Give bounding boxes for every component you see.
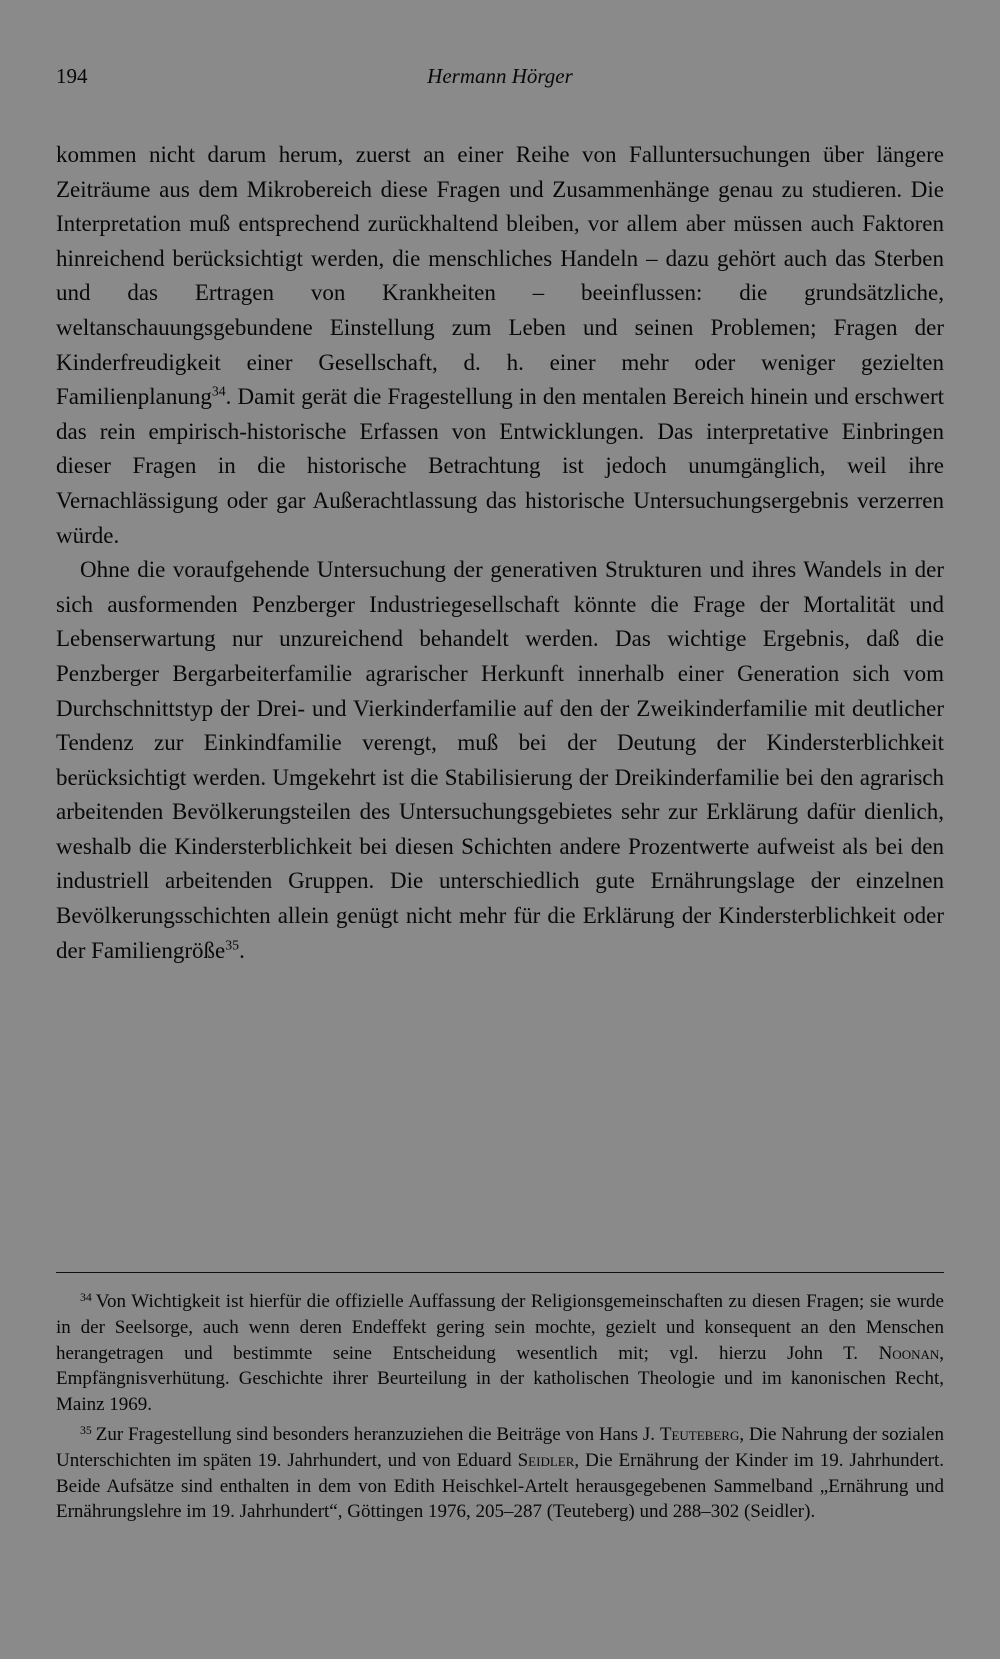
footnote-ref-34: 34 [211,383,226,399]
footnote-34 [56,1289,944,1418]
footnote-35-text-c: , Die Ernährung der Kinder im 19. Jahrhundert. Beide Aufsätze sind enthalten in dem von Edith Heischkel-Artelt herausgegebenen Sammelband „Ernährung und Ernährungslehre im 19. Jahrhundert“, Göttingen 1976, 205–287 (Teuteberg) und 288–302 (Seidler). [56,1449,944,1523]
footnote-35-text-b: , Die Nahrung der sozialen Unterschichten im späten 19. Jahrhundert, und von Eduard [56,1423,944,1471]
footnote-marker-34: 34 [80,1290,92,1304]
footnotes [56,1289,944,1525]
footnote-34-text-a: Von Wichtigkeit ist hierfür die offizielle Auffassung der Religionsgemeinschaften zu diesen Fragen; sie wurde in der Seelsorge, auch wenn deren Endeffekt gering sein mochte, gezielt und konsequent an den Menschen herangetragen und bestimmte seine Entscheidung wesentlich mit; vgl. hierzu John T. [56,1291,944,1364]
paragraph-2-text-a: Ohne die voraufgehende Untersuchung der generativen Strukturen und ihres Wandels in der sich ausformenden Penzberger Industriegesellschaft könnte die Frage der Mortalität und Lebenserwartung nur unzureichend behandelt werden. Das wichtige Ergebnis, daß die Penzberger Bergarbeiterfamilie agrarischer Herkunft innerhalb einer Generation sich vom Durchschnittstyp der Drei- und Vierkinderfamilie auf den der Zweikinderfamilie mit deutlicher Tendenz zur Einkindfamilie verengt, muß bei der Deutung der Kindersterblichkeit berücksichtigt werden. Umgekehrt ist die Stabilisierung der Dreikinderfamilie bei den agrarisch arbeitenden Bevölkerungsteilen des Untersuchungsgebietes sehr zur Erklärung dafür dienlich, weshalb die Kindersterblichkeit bei diesen Schichten andere Prozentwerte aufweist als bei den industriell arbeitenden Gruppen. Die unterschiedlich gute Ernährungslage der einzelnen Bevölkerungsschichten allein genügt nicht mehr für die Erklärung der Kindersterblichkeit oder der Familiengröße [56,557,944,963]
body-text [56,138,944,968]
footnote-ref-35: 35 [225,937,240,953]
footnote-35-author-2: Seidler [517,1449,575,1471]
paragraph-2-text-b: . [239,937,245,963]
paragraph-1 [56,138,944,553]
paragraph-1-text-b: . Damit gerät die Fragestellung in den mentalen Bereich hinein und erschwert das rein empirisch-historische Erfassen von Entwicklungen. Das interpretative Einbringen dieser Fragen in die historische Betrachtung ist jedoch unumgänglich, weil ihre Vernachlässigung oder gar Außerachtlassung das historische Untersuchungsergebnis verzerren würde. [56,384,944,548]
footnote-34-text-b: , Empfängnisverhütung. Geschichte ihrer Beurteilung in der katholischen Theologie und im kanonischen Recht, Mainz 1969. [56,1342,944,1416]
footnote-35 [56,1422,944,1525]
footnote-35-author-1: Teuteberg [659,1423,740,1445]
footnote-marker-35: 35 [80,1423,92,1437]
running-title: Hermann Hörger [427,64,573,88]
page-number: 194 [56,64,88,88]
paragraph-1-text-a: kommen nicht darum herum, zuerst an einer Reihe von Falluntersuchungen über längere Zeiträume aus dem Mikrobereich diese Fragen und Zusammenhänge genau zu studieren. Die Interpretation muß entsprechend zurückhaltend bleiben, vor allem aber müssen auch Faktoren hinreichend berücksichtigt werden, die menschliches Handeln – dazu gehört auch das Sterben und das Ertragen von Krankheiten – beeinflussen: die grundsätzliche, weltanschauungsgebundene Einstellung zum Leben und seinen Problemen; Fragen der Kinderfreudigkeit einer Gesellschaft, d. h. einer mehr oder weniger gezielten Familienplanung [56,142,944,410]
footnote-divider [56,1272,944,1273]
page [56,64,944,968]
footnote-34-author: Noonan [878,1342,940,1364]
paragraph-2 [56,553,944,968]
footnote-35-text-a: Zur Fragestellung sind besonders heranzuziehen die Beiträge von Hans J. [95,1423,660,1445]
running-head [56,64,944,104]
